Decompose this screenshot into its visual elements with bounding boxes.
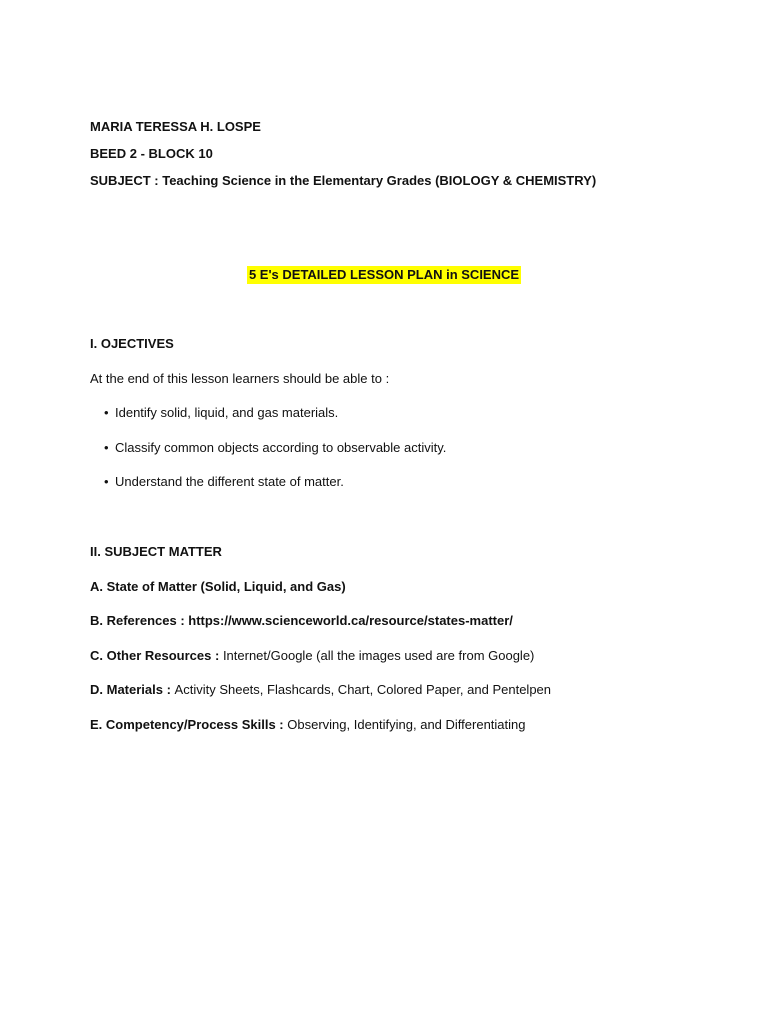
subject-line: SUBJECT : Teaching Science in the Elementary Grades (BIOLOGY & CHEMISTRY)	[90, 173, 597, 188]
subject-matter-a: A. State of Matter (Solid, Liquid, and Gas)	[90, 579, 346, 594]
bullet-icon: •	[104, 474, 109, 489]
bullet-icon: •	[104, 405, 109, 420]
subject-matter-e-value: Observing, Identifying, and Differentiating	[287, 717, 526, 732]
title-container	[0, 266, 768, 284]
subject-matter-c	[90, 648, 534, 664]
objectives-intro: At the end of this lesson learners should be able to :	[90, 371, 390, 386]
lesson-plan-title: 5 E's DETAILED LESSON PLAN in SCIENCE	[248, 267, 520, 282]
subject-matter-c-value: Internet/Google (all the images used are from Google)	[222, 648, 535, 663]
subject-matter-b: B. References : https://www.scienceworld.ca/resource/states-matter/	[90, 613, 513, 628]
subject-matter-e	[90, 717, 525, 733]
subject-matter-d-value: Activity Sheets, Flashcards, Chart, Colored Paper, and Pentelpen	[174, 682, 552, 697]
objective-item	[104, 405, 338, 421]
course-block: BEED 2 - BLOCK 10	[90, 146, 213, 161]
subject-matter-c-label: C. Other Resources :	[90, 648, 223, 663]
objectives-heading: I. OJECTIVES	[90, 336, 174, 351]
subject-matter-heading: II. SUBJECT MATTER	[90, 544, 222, 559]
objective-text: Understand the different state of matter.	[115, 474, 344, 489]
bullet-icon: •	[104, 440, 109, 455]
subject-matter-d-label: D. Materials :	[90, 682, 175, 697]
objective-item	[104, 474, 344, 490]
subject-matter-e-label: E. Competency/Process Skills :	[90, 717, 288, 732]
objective-text: Classify common objects according to observable activity.	[115, 440, 447, 455]
objective-text: Identify solid, liquid, and gas materials.	[115, 405, 339, 420]
subject-matter-d	[90, 682, 551, 698]
author-name: MARIA TERESSA H. LOSPE	[90, 119, 261, 134]
objective-item	[104, 440, 446, 456]
